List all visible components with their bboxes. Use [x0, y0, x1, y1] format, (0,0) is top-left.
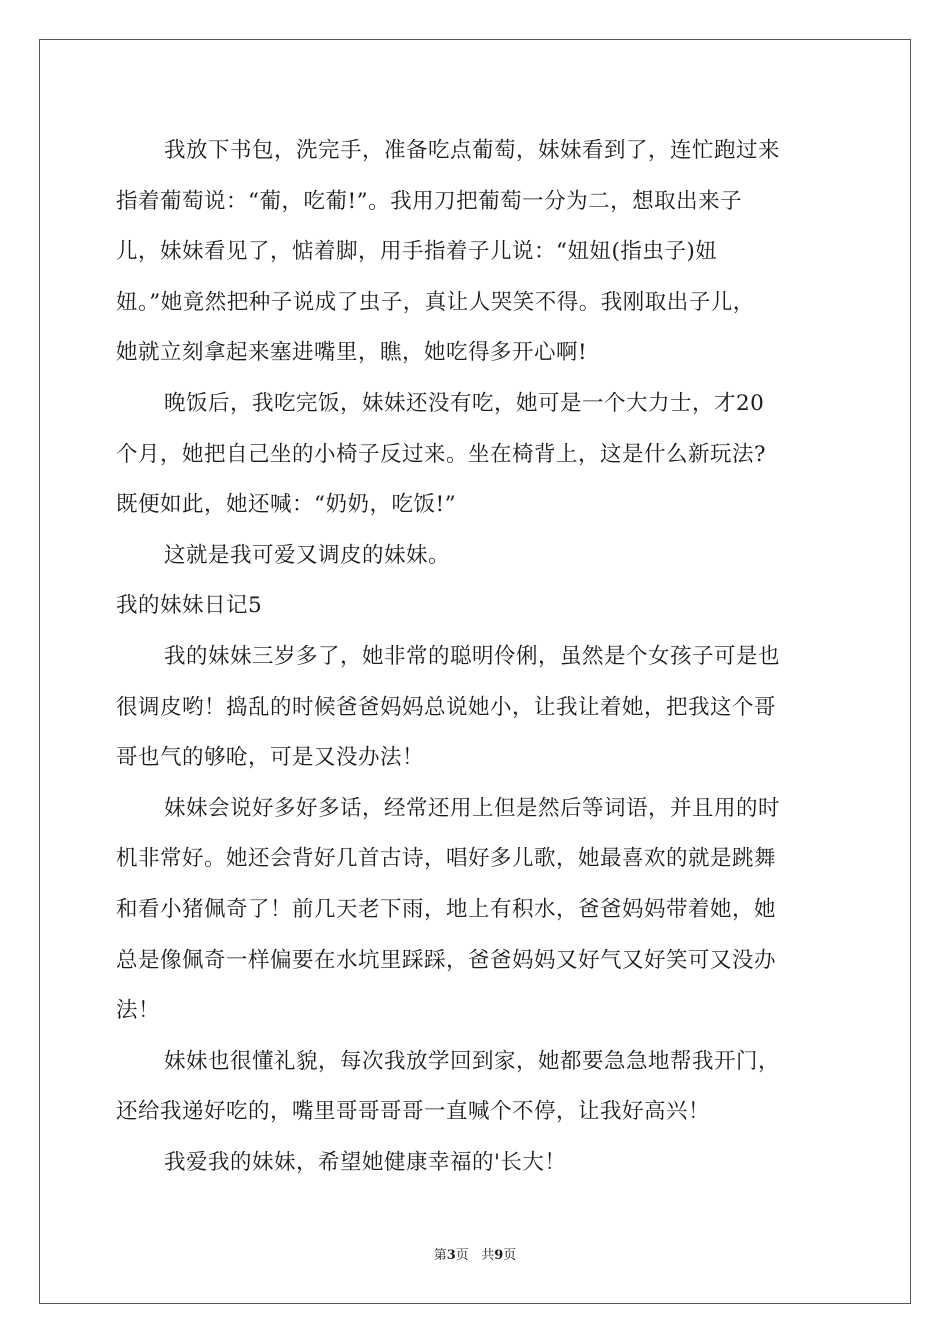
- footer-total-pages: 9: [494, 1248, 504, 1263]
- text-line: 机非常好。她还会背好几首古诗，唱好多儿歌，她最喜欢的就是跳舞: [116, 846, 777, 872]
- text-line: 指着葡萄说：“葡，吃葡!”。我用刀把葡萄一分为二，想取出来子: [116, 188, 743, 214]
- text-line: 个月，她把自己坐的小椅子反过来。坐在椅背上，这是什么新玩法?: [116, 441, 767, 467]
- text-line: 这就是我可爱又调皮的妹妹。: [164, 542, 451, 568]
- page-footer: [0, 1246, 950, 1266]
- text-line: 她就立刻拿起来塞进嘴里，瞧，她吃得多开心啊!: [116, 340, 588, 366]
- text-line: 我放下书包，洗完手，准备吃点葡萄，妹妹看到了，连忙跑过来: [164, 138, 781, 163]
- text-line: 和看小猪佩奇了！前几天老下雨，地上有积水，爸爸妈妈带着她，她: [116, 896, 777, 922]
- footer-page-suffix: 页: [455, 1248, 469, 1263]
- text-line: 总是像佩奇一样偏要在水坑里踩踩，爸爸妈妈又好气又好笑可又没办: [116, 947, 777, 973]
- text-line: 妞。”她竟然把种子说成了虫子，真让人哭笑不得。我刚取出子儿，: [116, 289, 755, 315]
- text-line: 我的妹妹三岁多了，她非常的聪明伶俐，虽然是个女孩子可是也: [164, 643, 781, 669]
- footer-total-suffix: 页: [503, 1248, 517, 1263]
- text-line: 儿，妹妹看见了，惦着脚，用手指着子儿说：“妞妞(指虫子)妞: [116, 239, 718, 265]
- text-line: 妹妹也很懂礼貌，每次我放学回到家，她都要急急地帮我开门，: [164, 1048, 781, 1074]
- text-line: 晚饭后，我吃完饭，妹妹还没有吃，她可是一个大力士，才20: [164, 390, 765, 416]
- text-line: 法！: [116, 998, 161, 1024]
- text-line: 既便如此，她还喊：“奶奶，吃饭!”: [116, 492, 457, 518]
- text-line: 我爱我的妹妹，希望她健康幸福的'长大！: [164, 1149, 567, 1175]
- footer-prefix: 第: [433, 1248, 447, 1263]
- text-line: 妹妹会说好多好多话，经常还用上但是然后等词语，并且用的时: [164, 795, 781, 821]
- text-line: 哥也气的够呛，可是又没办法！: [116, 745, 425, 771]
- footer-total-prefix: 共: [481, 1248, 495, 1263]
- text-line: 还给我递好吃的，嘴里哥哥哥哥一直喊个不停，让我好高兴！: [116, 1099, 711, 1125]
- footer-page-number: 3: [446, 1248, 456, 1263]
- text-line: 很调皮哟！捣乱的时候爸爸妈妈总说她小，让我让着她，把我这个哥: [116, 694, 777, 720]
- text-line: 我的妹妹日记5: [116, 593, 263, 619]
- document-body: [116, 126, 836, 1188]
